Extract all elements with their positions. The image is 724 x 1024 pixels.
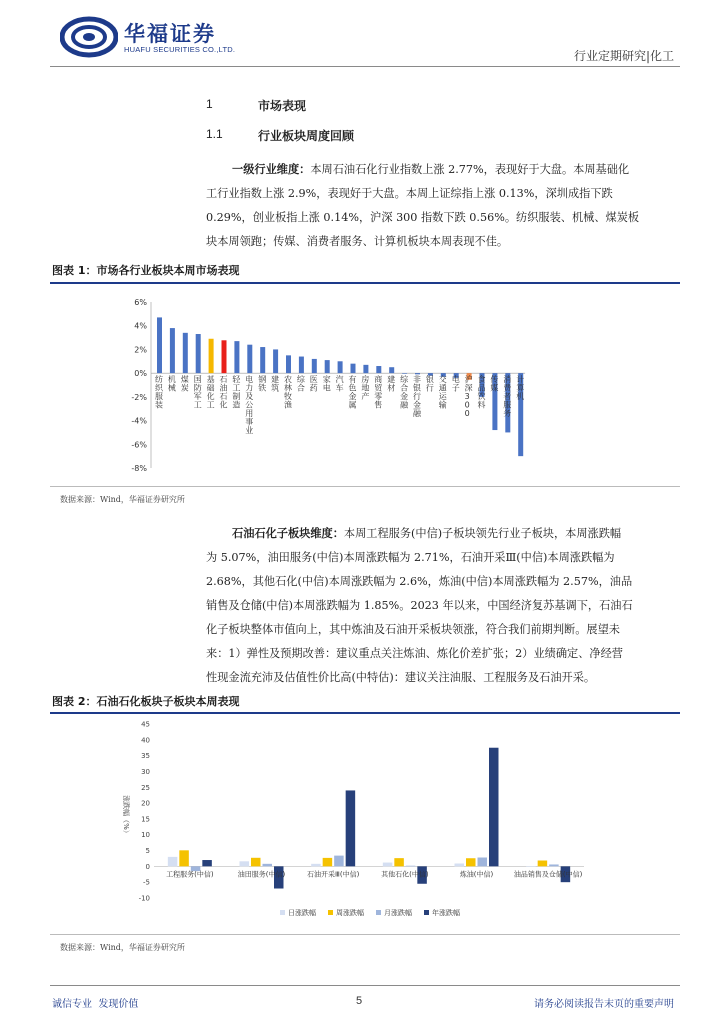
- bar: [363, 365, 368, 373]
- bar: [526, 866, 536, 867]
- x-tick-label: 农林牧渔: [284, 375, 292, 410]
- company-name-cn: 华福证券: [124, 22, 216, 46]
- x-tick-label: 商贸零售: [374, 375, 383, 410]
- bar: [466, 858, 476, 866]
- x-tick-label: 机械: [167, 375, 176, 393]
- bar: [538, 861, 548, 867]
- paragraph-line: 来：1）弹性及预期改善：建议重点关注炼油、炼化价差扩张；2）业绩确定、净经营: [206, 647, 623, 660]
- bar: [170, 328, 175, 373]
- bar: [240, 861, 250, 866]
- x-tick-label: 石油石化: [219, 375, 228, 410]
- y-tick-label: 10: [141, 831, 150, 840]
- x-tick-label: 医药: [309, 375, 318, 393]
- bar: [273, 349, 278, 373]
- x-tick-label: 工程服务(中信): [166, 870, 214, 879]
- legend-label: 日涨跌幅: [288, 909, 316, 917]
- paragraph-line: 0.29%，创业板指上涨 0.14%，沪深 300 指数下跌 0.56%。纺织服装、机械、煤炭板: [206, 211, 640, 224]
- paragraph-subsector: [206, 522, 678, 690]
- y-axis-label: 涨跌幅（%）: [122, 795, 130, 837]
- bar: [251, 858, 261, 867]
- x-tick-label: 轻工制造: [232, 375, 241, 410]
- y-tick-label: 0: [145, 862, 150, 871]
- bar: [179, 850, 189, 866]
- paragraph-line: 块本周领跑；传媒、消费者服务、计算机板块本周表现不佳。: [206, 235, 509, 248]
- bar: [222, 340, 227, 373]
- bar: [311, 864, 321, 867]
- x-tick-label: 油田服务(中信): [237, 870, 286, 879]
- bar: [168, 857, 178, 866]
- bar: [406, 866, 416, 867]
- bar: [183, 333, 188, 373]
- bar: [549, 864, 559, 866]
- bar: [202, 860, 212, 866]
- bar: [312, 359, 317, 373]
- x-tick-label: 煤炭: [180, 375, 189, 393]
- bar: [489, 748, 499, 867]
- paragraph-line: 为 5.07%，油田服务(中信)本周涨跌幅为 2.71%，石油开采Ⅲ(中信)本周涨跌幅为: [206, 551, 615, 564]
- figure-2-rule: [50, 712, 680, 714]
- x-tick-label: 综合金融: [400, 375, 409, 410]
- figure-2-bottom-rule: [50, 934, 680, 935]
- paragraph-lead: 一级行业维度：: [232, 163, 311, 176]
- bar: [394, 858, 404, 866]
- y-tick-label: 2%: [134, 345, 147, 355]
- y-tick-label: -8%: [131, 464, 147, 473]
- company-name-en: HUAFU SECURITIES CO.,LTD.: [124, 45, 236, 54]
- legend-swatch: [280, 910, 285, 915]
- y-tick-label: 0%: [134, 369, 147, 379]
- paragraph-line: 化子板块整体市值向上，其中炼油及石油开采板块领涨，符合我们前期判断。展望未: [206, 623, 620, 636]
- x-tick-label: 家电: [322, 375, 331, 393]
- paragraph-industry: [206, 158, 678, 254]
- x-tick-label: 纺织服装: [155, 375, 163, 410]
- industry-performance-chart: [115, 294, 595, 479]
- y-tick-label: 45: [141, 720, 150, 729]
- subsection-number: 1.1: [206, 127, 223, 141]
- x-tick-label: 建材: [387, 375, 396, 393]
- paragraph-line: 销售及仓储(中信)本周涨跌幅为 1.85%。2023 年以来，中国经济复苏基调下，石油石: [206, 599, 633, 612]
- x-tick-label: 传媒: [490, 375, 499, 393]
- paragraph-line: 2.68%，其他石化(中信)本周涨跌幅为 2.6%，炼油(中信)本周涨跌幅为 2.57%，油品: [206, 575, 633, 588]
- bar: [325, 360, 330, 373]
- bar: [286, 355, 291, 373]
- section-number: 1: [206, 97, 213, 111]
- x-tick-label: 交通运输: [438, 375, 447, 410]
- section-title: 市场表现: [258, 99, 307, 113]
- x-tick-label: 有色金属: [348, 375, 357, 410]
- y-tick-label: 40: [141, 736, 150, 745]
- footer-divider: [50, 985, 680, 986]
- bar: [402, 373, 407, 374]
- x-tick-label: 石油开采Ⅲ(中信): [307, 870, 360, 879]
- x-tick-label: 非银行金融: [413, 375, 421, 419]
- bar: [196, 334, 201, 373]
- paragraph-line: 本周石油石化行业指数上涨 2.77%，表现好于大盘。本周基础化: [310, 163, 630, 176]
- subsector-performance-chart: [110, 716, 590, 926]
- bar: [478, 858, 488, 867]
- footer-slogan: 诚信专业 发现价值: [52, 999, 139, 1010]
- figure-1-title: 图表 1：市场各行业板块本周市场表现: [52, 264, 240, 277]
- bar: [209, 339, 214, 373]
- page-number: 5: [356, 995, 363, 1007]
- x-tick-label: 其他石化(中信): [381, 870, 429, 879]
- x-tick-label: 计算机: [516, 375, 525, 402]
- x-tick-label: 房地产: [361, 375, 370, 402]
- figure-1-source: 数据来源：Wind，华福证券研究所: [60, 495, 185, 504]
- x-tick-label: 沪深 3 0 0: [464, 375, 473, 419]
- paragraph-lead: 石油石化子板块维度：: [232, 527, 344, 540]
- bar: [455, 864, 465, 867]
- legend-swatch: [328, 910, 333, 915]
- bar: [234, 341, 239, 373]
- company-logo: [60, 14, 260, 58]
- y-tick-label: -10: [138, 894, 150, 903]
- x-tick-label: 银行: [425, 375, 434, 393]
- bar: [263, 864, 273, 867]
- bar: [351, 364, 356, 373]
- x-tick-label: 钢铁: [258, 375, 267, 393]
- y-tick-label: -5: [143, 878, 150, 887]
- bar: [260, 347, 265, 373]
- bar: [338, 361, 343, 373]
- bar: [383, 863, 393, 867]
- x-tick-label: 电子: [451, 375, 460, 393]
- y-tick-label: -2%: [131, 392, 147, 402]
- figure-2-source: 数据来源：Wind，华福证券研究所: [60, 943, 185, 952]
- x-tick-label: 国防军工: [193, 375, 202, 410]
- bar: [247, 345, 252, 373]
- bar: [299, 357, 304, 374]
- y-tick-label: -6%: [131, 440, 147, 450]
- bar: [346, 790, 356, 866]
- paragraph-line: 本周工程服务(中信)子板块领先行业子板块，本周涨跌幅: [343, 527, 622, 540]
- x-tick-label: 食品饮料: [477, 375, 486, 410]
- legend-label: 年涨跌幅: [432, 909, 460, 917]
- report-category: 行业定期研究|化工: [573, 49, 674, 63]
- bar: [376, 366, 381, 373]
- y-tick-label: 20: [141, 799, 150, 808]
- bar: [334, 856, 344, 867]
- y-tick-label: 5: [145, 847, 150, 856]
- y-tick-label: 15: [141, 815, 150, 824]
- bar: [389, 367, 394, 373]
- y-tick-label: 25: [141, 783, 150, 792]
- y-tick-label: -4%: [131, 416, 147, 426]
- figure-1-rule: [50, 282, 680, 284]
- x-tick-label: 电力及公用事业: [245, 375, 254, 436]
- y-tick-label: 4%: [134, 321, 147, 331]
- x-tick-label: 汽车: [335, 375, 344, 393]
- bar: [415, 373, 420, 374]
- y-tick-label: 30: [141, 767, 150, 776]
- figure-1-bottom-rule: [50, 486, 680, 487]
- subsection-title: 行业板块周度回顾: [258, 129, 355, 143]
- y-tick-label: 35: [141, 752, 150, 761]
- x-tick-label: 炼油(中信): [459, 870, 494, 879]
- header-divider: [50, 66, 680, 67]
- x-tick-label: 基础化工: [206, 375, 215, 410]
- x-tick-label: 消费者服务: [503, 375, 512, 419]
- legend-swatch: [376, 910, 381, 915]
- x-tick-label: 油品销售及仓储(中信): [513, 870, 583, 879]
- legend-swatch: [424, 910, 429, 915]
- logo-swirl-icon: [60, 16, 118, 58]
- bar: [157, 317, 162, 373]
- bar: [323, 858, 333, 866]
- figure-2-title: 图表 2：石油石化板块子板块本周表现: [52, 695, 240, 708]
- footer-disclaimer: 请务必阅读报告末页的重要声明: [534, 999, 674, 1010]
- paragraph-line: 性现金流充沛及估值性价比高(中特估)：建议关注油服、工程服务及石油开采。: [206, 671, 596, 684]
- legend-label: 周涨跌幅: [336, 909, 364, 917]
- paragraph-line: 工行业指数上涨 2.9%，表现好于大盘。本周上证综指上涨 0.13%，深圳成指下跌: [206, 187, 613, 200]
- legend-label: 月涨跌幅: [384, 909, 412, 917]
- y-tick-label: 6%: [134, 298, 147, 307]
- x-tick-label: 综合: [296, 375, 305, 393]
- x-tick-label: 建筑: [271, 375, 280, 393]
